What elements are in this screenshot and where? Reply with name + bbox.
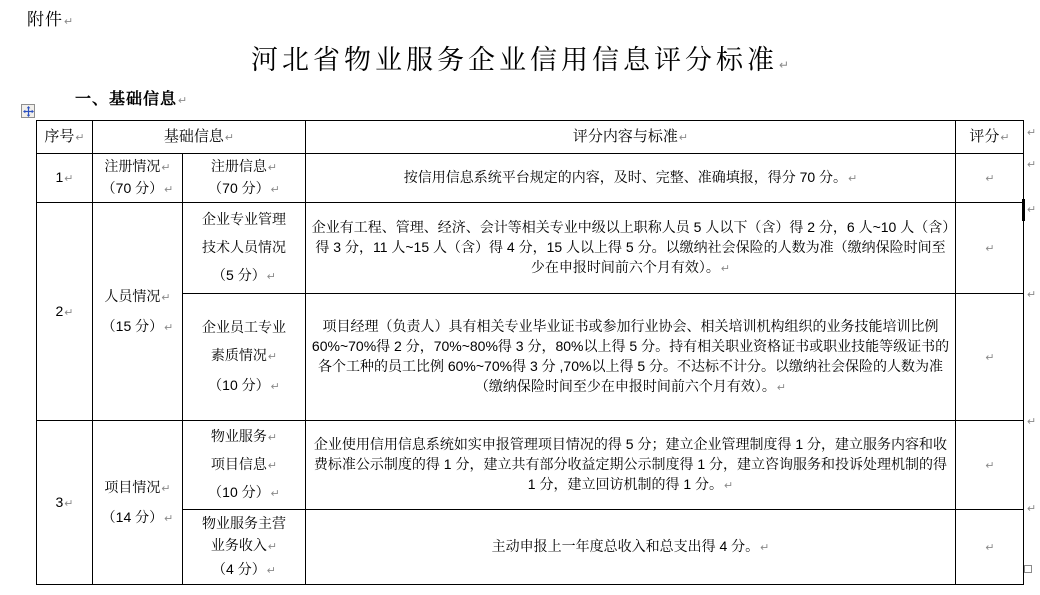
row-end-mark: ↵ [1027, 289, 1037, 301]
row2a-subcategory[interactable]: 企业专业管理 技术人员情况 （5 分）↵ [183, 203, 306, 294]
row3b-subcategory[interactable]: 物业服务主营 业务收入↵ （4 分）↵ [183, 510, 306, 585]
section-heading-text: 一、基础信息 [75, 91, 178, 108]
row2b-score[interactable]: ↵ [956, 294, 1024, 421]
row-end-mark: ↵ [1027, 127, 1037, 139]
paragraph-mark: ↵ [178, 95, 188, 107]
row3a-criteria[interactable]: 企业使用信用信息系统如实申报管理项目情况的得 5 分；建立企业管理制度得 1 分，建立服务内容和收费标准公示制度的得 1 分，建立共有部分收益定期公示制度得 1 分，建立咨询服务和投诉处理机制的得 1 分，建立回访机制的得 1 分。↵ [306, 421, 956, 510]
page-title[interactable] [0, 38, 1040, 77]
header-score[interactable]: 评分↵ [956, 121, 1024, 154]
row1-score[interactable]: ↵ [956, 154, 1024, 203]
row3b-criteria[interactable]: 主动申报上一年度总收入和总支出得 4 分。↵ [306, 510, 956, 585]
row2b-criteria[interactable]: 项目经理（负责人）具有相关专业毕业证书或参加行业协会、相关培训机构组织的业务技能培训比例 60%~70%得 2 分，70%~80%得 3 分，80%以上得 5 分。持有相关职业资格证书或职业技能等级证书的各个工种的员工比例 60%~70%得 3 分 ,70%以上得 5 分。不达标不计分。以缴纳社会保险的人数为准（缴纳保险时间至少在申报时间前六个月有效）。↵ [306, 294, 956, 421]
move-cross-icon [23, 106, 34, 117]
row1-category[interactable]: 注册情况↵ （70 分）↵ [93, 154, 183, 203]
table-move-handle-icon[interactable] [21, 104, 35, 118]
row3-no[interactable]: 3↵ [37, 421, 93, 585]
row2b-subcategory[interactable]: 企业员工专业 素质情况↵ （10 分）↵ [183, 294, 306, 421]
row2a-criteria[interactable]: 企业有工程、管理、经济、会计等相关专业中级以上职称人员 5 人以下（含）得 2 分，6 人~10 人（含）得 3 分，11 人~15 人（含）得 4 分，15 人以上得 5 分。以缴纳社会保险的人数为准（缴纳保险时间至少在申报时间前六个月有效）。↵ [306, 203, 956, 294]
row3a-subcategory[interactable]: 物业服务↵ 项目信息↵ （10 分）↵ [183, 421, 306, 510]
row3a-score[interactable]: ↵ [956, 421, 1024, 510]
row1-criteria[interactable]: 按信用信息系统平台规定的内容，及时、完整、准确填报，得分 70 分。↵ [306, 154, 956, 203]
page-title-text: 河北省物业服务企业信用信息评分标准 [250, 45, 778, 75]
row3-category[interactable]: 项目情况↵ （14 分）↵ [93, 421, 183, 585]
header-basic-info[interactable]: 基础信息↵ [93, 121, 306, 154]
text-caret [1022, 199, 1025, 221]
table-row [37, 294, 1024, 421]
header-no[interactable]: 序号↵ [37, 121, 93, 154]
section-heading[interactable] [75, 86, 187, 109]
row3b-score[interactable]: ↵ [956, 510, 1024, 585]
attachment-text: 附件 [27, 10, 63, 29]
row2-category[interactable]: 人员情况↵ （15 分）↵ [93, 203, 183, 421]
row-end-mark: ↵ [1027, 416, 1037, 428]
paragraph-mark: ↵ [778, 58, 790, 72]
attachment-label[interactable] [27, 5, 73, 30]
table-header-row [37, 121, 1024, 154]
row2-no[interactable]: 2↵ [37, 203, 93, 421]
table-row [37, 154, 1024, 203]
paragraph-mark: ↵ [64, 16, 74, 28]
row-end-mark: ↵ [1027, 204, 1037, 216]
row-end-mark: ↵ [1027, 159, 1037, 171]
scoring-table [36, 120, 1024, 585]
table-row [37, 510, 1024, 585]
row2a-score[interactable]: ↵ [956, 203, 1024, 294]
table-row [37, 203, 1024, 294]
end-of-table-square-icon [1024, 565, 1032, 573]
row1-subcategory[interactable]: 注册信息↵ （70 分）↵ [183, 154, 306, 203]
row1-no[interactable]: 1↵ [37, 154, 93, 203]
table-row [37, 421, 1024, 510]
header-criteria[interactable]: 评分内容与标准↵ [306, 121, 956, 154]
row-end-mark: ↵ [1027, 503, 1037, 515]
